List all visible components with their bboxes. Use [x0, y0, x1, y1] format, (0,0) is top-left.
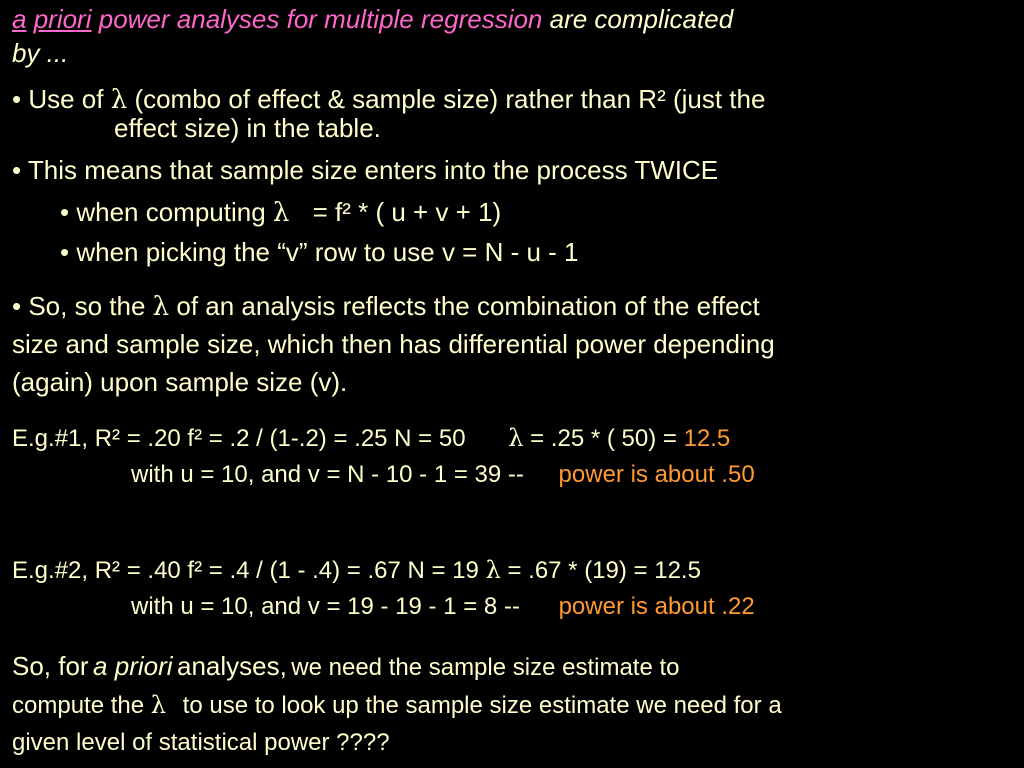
example-1-df: with u = 10, and v = N - 10 - 1 = 39 --	[131, 461, 524, 488]
conclusion-a-priori: a priori	[93, 651, 173, 681]
example-1-result: 12.5	[683, 425, 731, 452]
conclusion-line-1-rest: we need the sample size estimate to	[291, 654, 680, 681]
example-1-calc: E.g.#1, R² = .20 f² = .2 / (1-.2) = .25 N = 50	[12, 425, 466, 452]
example-2-line-1	[12, 558, 701, 583]
slide-title	[12, 6, 733, 32]
title-priori: priori	[33, 4, 92, 34]
bullet-3-line-3: (again) upon sample size (v).	[12, 367, 348, 397]
bullet-3-line-2: size and sample size, which then has differential power depending	[12, 329, 775, 359]
bullet-1	[12, 86, 765, 113]
example-1-line-1	[12, 426, 730, 451]
lambda-symbol: λ	[110, 85, 128, 115]
example-1-line-2	[131, 463, 755, 487]
example-2-calc: E.g.#2, R² = .40 f² = .4 / (1 - .4) = .67 N = 19	[12, 557, 479, 584]
example-2-lambda-calc: = .67 * (19) = 12.5	[507, 557, 701, 584]
bullet-1-start: • Use of	[12, 84, 104, 114]
example-1-lambda-calc: = .25 * ( 50) =	[530, 425, 677, 452]
title-continuation: by ...	[12, 38, 69, 68]
example-2-power: power is about .22	[558, 593, 755, 620]
title-middle: power analyses for multiple regression	[98, 4, 543, 34]
bullet-3	[12, 293, 760, 320]
title-a: a	[12, 4, 27, 34]
lambda-symbol: λ	[485, 556, 501, 584]
bullet-2b: • when picking the “v” row to use v = N - u - 1	[60, 237, 579, 267]
bullet-2a-start: • when computing	[60, 197, 266, 227]
example-1-power: power is about .50	[558, 461, 755, 488]
title-end: are complicated	[549, 4, 734, 34]
bullet-3-start: • So, so the	[12, 291, 146, 321]
bullet-1-rest: (combo of effect & sample size) rather than R² (just the	[134, 84, 766, 114]
bullet-2a-formula: = f² * ( u + v + 1)	[312, 197, 502, 227]
conclusion-compute: compute the	[12, 692, 145, 719]
bullet-1-continuation: effect size) in the table.	[114, 113, 381, 143]
example-2-line-2	[131, 595, 755, 619]
conclusion-so-for: So, for	[12, 651, 89, 681]
bullet-3-rest: of an analysis reflects the combination of the effect	[176, 291, 760, 321]
conclusion-analyses: analyses,	[176, 651, 287, 681]
lambda-symbol: λ	[272, 198, 290, 228]
conclusion-line-3: given level of statistical power ????	[12, 729, 390, 756]
conclusion-line-1	[12, 653, 680, 680]
bullet-2a	[60, 199, 501, 226]
lambda-symbol: λ	[508, 424, 524, 452]
example-2-df: with u = 10, and v = 19 - 19 - 1 = 8 --	[131, 593, 520, 620]
bullet-2: • This means that sample size enters into the process TWICE	[12, 155, 719, 185]
conclusion-line-2-rest: to use to look up the sample size estimate we need for a	[182, 692, 782, 719]
lambda-symbol: λ	[152, 292, 170, 322]
lambda-symbol: λ	[150, 691, 166, 719]
conclusion-line-2	[12, 693, 782, 718]
